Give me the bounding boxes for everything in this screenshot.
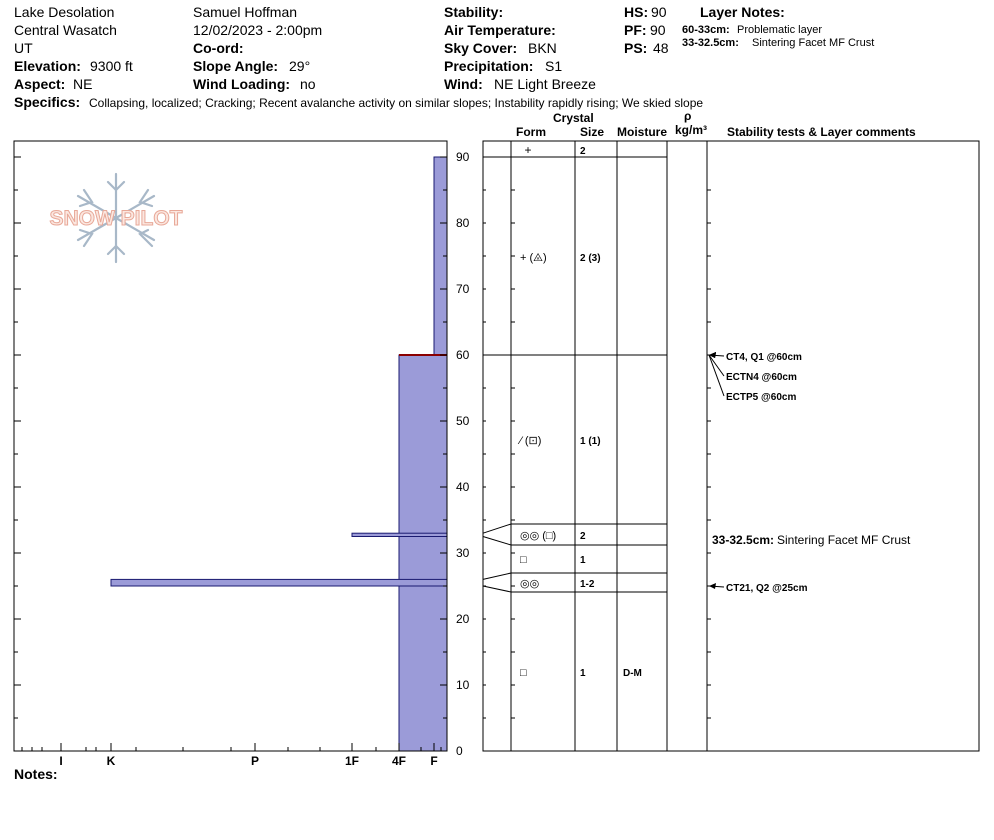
comments-header: Stability tests & Layer comments xyxy=(727,125,916,139)
stability-tests xyxy=(709,352,911,594)
snowpilot-logo xyxy=(36,168,196,268)
y-tick-label: 90 xyxy=(456,150,470,164)
arrow-head-icon xyxy=(709,583,716,589)
crystal-size: 2 (3) xyxy=(580,253,601,264)
wind-loading-value: no xyxy=(300,76,316,92)
layer-boundary-line xyxy=(483,586,667,592)
form-header: Form xyxy=(516,125,546,139)
x-tick-label: P xyxy=(250,754,260,768)
y-tick-label: 10 xyxy=(456,678,470,692)
density-unit-header: kg/m³ xyxy=(675,123,708,137)
y-tick-label: 0 xyxy=(456,744,463,758)
stability-test-label: ECTN4 @60cm xyxy=(726,372,797,383)
stability-test-label: CT21, Q2 @25cm xyxy=(726,583,808,594)
hardness-bar xyxy=(111,579,447,586)
coord-label: Co-ord: xyxy=(193,40,244,56)
layer-boundary-line xyxy=(483,573,667,579)
crystal-size: 1 xyxy=(580,668,586,679)
surface-form: + xyxy=(524,143,532,157)
location: Lake Desolation xyxy=(14,4,115,20)
crystal-form: ◎◎ (□) xyxy=(520,530,557,542)
crystal-form: □ xyxy=(520,554,527,566)
slope-value: 29° xyxy=(289,58,311,74)
notes-label: Notes: xyxy=(14,766,58,782)
crystal-form: □ xyxy=(520,667,527,679)
y-tick-label: 30 xyxy=(456,546,470,560)
ps-label: PS: xyxy=(624,40,648,56)
hardness-bar xyxy=(352,533,447,536)
state: UT xyxy=(14,40,33,56)
range: Central Wasatch xyxy=(14,22,117,38)
logo-text: SNOW PILOT xyxy=(49,207,183,230)
sky-label: Sky Cover: xyxy=(444,40,518,56)
crystal-size: 1-2 xyxy=(580,579,595,590)
x-tick-label: K xyxy=(106,754,116,768)
arrow-head-icon xyxy=(709,352,716,358)
crystal-size: 1 xyxy=(580,555,586,566)
table-frame xyxy=(483,141,979,751)
observer: Samuel Hoffman xyxy=(193,4,298,20)
rho-header: ρ xyxy=(684,109,692,123)
layer-boundary-line xyxy=(483,524,667,533)
wind-label: Wind: xyxy=(444,76,483,92)
layer-note-range: 33-32.5cm: xyxy=(682,37,739,49)
stability-label: Stability: xyxy=(444,4,504,20)
wind-loading-label: Wind Loading: xyxy=(193,76,291,92)
wind-value: NE Light Breeze xyxy=(494,76,596,92)
crystal-form: ◎◎ xyxy=(520,578,540,590)
elevation-label: Elevation: xyxy=(14,58,81,74)
crystal-size: 1 (1) xyxy=(580,436,601,447)
elevation-value: 9300 ft xyxy=(90,58,133,74)
specifics-label: Specifics: xyxy=(14,94,81,110)
stability-test-label: ECTP5 @60cm xyxy=(726,392,797,403)
moisture-header: Moisture xyxy=(617,125,668,139)
layer-notes-label: Layer Notes: xyxy=(700,4,785,20)
moisture: D-M xyxy=(623,668,642,679)
precip-label: Precipitation: xyxy=(444,58,534,74)
test-arrow xyxy=(709,355,724,376)
layer-note-range: 60-33cm: xyxy=(682,24,730,36)
test-arrow xyxy=(709,355,724,396)
ps-value: 48 xyxy=(653,40,669,56)
crystal-size: 2 xyxy=(580,531,586,542)
hardness-bar xyxy=(399,355,447,751)
layer-table xyxy=(483,141,979,751)
sky-value: BKN xyxy=(528,40,557,56)
aspect-label: Aspect: xyxy=(14,76,66,92)
pf-label: PF: xyxy=(624,22,647,38)
y-tick-label: 20 xyxy=(456,612,470,626)
layer-boundary-line xyxy=(483,537,667,546)
hs-value: 90 xyxy=(651,4,667,20)
crystal-form: + (⨻) xyxy=(520,252,547,264)
y-tick-label: 60 xyxy=(456,348,470,362)
arrow-head-icon xyxy=(709,352,716,358)
layer-note-text: Sintering Facet MF Crust xyxy=(752,37,875,49)
surface-size: 2 xyxy=(580,146,586,157)
datetime: 12/02/2023 - 2:00pm xyxy=(193,22,323,38)
snowflake-icon xyxy=(36,168,196,268)
layer-comment-text: Sintering Facet MF Crust xyxy=(777,533,911,547)
test-arrow xyxy=(709,355,724,356)
y-tick-label: 70 xyxy=(456,282,470,296)
y-tick-label: 80 xyxy=(456,216,470,230)
size-header: Size xyxy=(580,125,605,139)
layer-note-text: Problematic layer xyxy=(737,24,822,36)
x-tick-label: 1F xyxy=(344,754,360,768)
pf-value: 90 xyxy=(650,22,666,38)
slope-label: Slope Angle: xyxy=(193,58,279,74)
layer-comment-range: 33-32.5cm: xyxy=(712,533,775,547)
crystal-form: ⁄ (⊡) xyxy=(520,435,542,447)
hardness-bar xyxy=(434,157,447,355)
air-temp-label: Air Temperature: xyxy=(444,22,556,38)
specifics-value: Collapsing, localized; Cracking; Recent avalanche activity on similar slopes; Instability rapidly rising; We skied slope xyxy=(89,96,704,110)
hs-label: HS: xyxy=(624,4,649,20)
y-tick-label: 50 xyxy=(456,414,470,428)
crystal-header: Crystal xyxy=(553,111,594,125)
x-tick-label: F xyxy=(430,754,438,768)
aspect-value: NE xyxy=(73,76,93,92)
y-tick-label: 40 xyxy=(456,480,470,494)
stability-test-label: CT4, Q1 @60cm xyxy=(726,352,802,363)
x-tick-label: 4F xyxy=(391,754,407,768)
test-arrow xyxy=(709,586,724,587)
precip-value: S1 xyxy=(545,58,563,74)
arrow-head-icon xyxy=(709,352,716,358)
x-tick-label: I xyxy=(59,754,63,768)
